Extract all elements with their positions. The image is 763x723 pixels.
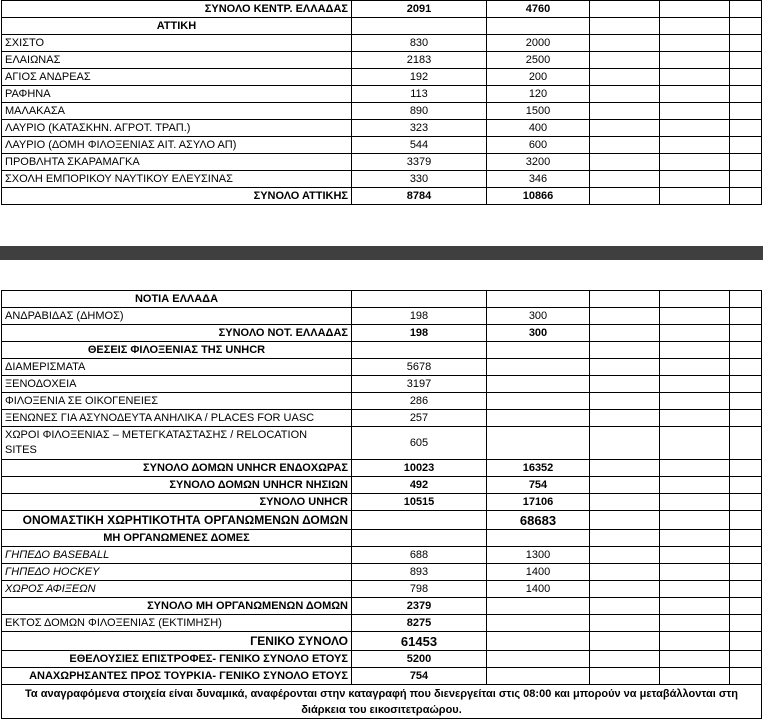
table-row — [2, 69, 762, 86]
row-label: ΞΕΝΟΔΟΧΕΙΑ — [2, 376, 352, 393]
table-row — [2, 393, 762, 410]
row-value: 2183 — [352, 52, 487, 69]
empty-cell — [730, 427, 762, 460]
table-row — [2, 103, 762, 120]
empty-cell — [590, 632, 660, 651]
empty-cell — [730, 494, 762, 511]
table-row — [2, 598, 762, 615]
empty-cell — [730, 477, 762, 494]
table-row — [2, 460, 762, 477]
row-capacity: 2500 — [487, 52, 590, 69]
empty-cell — [590, 564, 660, 581]
row-value: 330 — [352, 171, 487, 188]
row-label: ΧΩΡΟΣ ΑΦΙΞΕΩΝ — [2, 581, 352, 598]
row-capacity: 1400 — [487, 564, 590, 581]
row-value: 3197 — [352, 376, 487, 393]
row-value: 192 — [352, 69, 487, 86]
total-label: ΑΝΑΧΩΡΗΣΑΝΤΕΣ ΠΡΟΣ ΤΟΥΡΚΙΑ- ΓΕΝΙΚΟ ΣΥΝΟΛΟ ΕΤΟΥΣ — [2, 668, 352, 685]
section-header: ΑΤΤΙΚΗ — [2, 18, 352, 35]
total-label: ΕΘΕΛΟΥΣΙΕΣ ΕΠΙΣΤΡΟΦΕΣ- ΓΕΝΙΚΟ ΣΥΝΟΛΟ ΕΤΟΥΣ — [2, 651, 352, 668]
empty-cell — [590, 103, 660, 120]
row-value — [352, 18, 487, 35]
empty-cell — [590, 69, 660, 86]
empty-cell — [730, 291, 762, 308]
empty-cell — [660, 1, 730, 18]
empty-cell — [487, 359, 590, 376]
empty-cell — [590, 477, 660, 494]
total-value: 492 — [352, 477, 487, 494]
empty-cell — [730, 154, 762, 171]
row-capacity: 346 — [487, 171, 590, 188]
empty-cell — [590, 120, 660, 137]
total-label: ΣΥΝΟΛΟ ΑΤΤΙΚΗΣ — [2, 188, 352, 205]
empty-cell — [352, 291, 487, 308]
empty-cell — [730, 120, 762, 137]
relocation-line2: SITES — [5, 444, 37, 456]
empty-cell — [590, 52, 660, 69]
empty-cell — [730, 188, 762, 205]
empty-cell — [730, 376, 762, 393]
row-capacity: 3200 — [487, 154, 590, 171]
empty-cell — [590, 35, 660, 52]
table-row — [2, 86, 762, 103]
empty-cell — [660, 120, 730, 137]
total-label: ΣΥΝΟΛΟ ΚΕΝΤΡ. ΕΛΛΑΔΑΣ — [2, 1, 352, 18]
empty-cell — [487, 632, 590, 651]
empty-cell — [660, 564, 730, 581]
table-row — [2, 137, 762, 154]
section-divider-bar — [0, 246, 763, 260]
empty-cell — [590, 308, 660, 325]
total-value: 10515 — [352, 494, 487, 511]
bottom-table — [1, 290, 762, 719]
table-row — [2, 342, 762, 359]
empty-cell — [660, 393, 730, 410]
empty-cell — [730, 342, 762, 359]
table-row — [2, 547, 762, 564]
row-capacity: 1300 — [487, 547, 590, 564]
table-row — [2, 581, 762, 598]
empty-cell — [730, 35, 762, 52]
row-label: ΜΑΛΑΚΑΣΑ — [2, 103, 352, 120]
empty-cell — [590, 511, 660, 530]
top-table-body — [2, 1, 762, 205]
row-capacity: 400 — [487, 120, 590, 137]
row-label: ΛΑΥΡΙΟ (ΔΟΜΗ ΦΙΛΟΞΕΝΙΑΣ ΑΙΤ. ΑΣΥΛΟ ΑΠ) — [2, 137, 352, 154]
row-value: 605 — [352, 427, 487, 460]
empty-cell — [590, 171, 660, 188]
empty-cell — [730, 632, 762, 651]
section-header-south: ΝΟΤΙΑ ΕΛΛΑΔΑ — [2, 291, 352, 308]
total-value: 198 — [352, 325, 487, 342]
row-label: ΔΙΑΜΕΡΙΣΜΑΤΑ — [2, 359, 352, 376]
empty-cell — [590, 530, 660, 547]
table-row — [2, 359, 762, 376]
row-label: ΠΡΟΒΛΗΤΑ ΣΚΑΡΑΜΑΓΚΑ — [2, 154, 352, 171]
empty-cell — [590, 651, 660, 668]
table-row — [2, 530, 762, 547]
total-capacity: 754 — [487, 477, 590, 494]
table-row — [2, 668, 762, 685]
total-label: ΣΥΝΟΛΟ ΔΟΜΩΝ UNHCR ΝΗΣΙΩΝ — [2, 477, 352, 494]
row-label: ΣΧΟΛΗ ΕΜΠΟΡΙΚΟΥ ΝΑΥΤΙΚΟΥ ΕΛΕΥΣΙΝΑΣ — [2, 171, 352, 188]
empty-cell — [590, 86, 660, 103]
table-row — [2, 376, 762, 393]
empty-cell — [590, 137, 660, 154]
table-row — [2, 564, 762, 581]
empty-cell — [590, 598, 660, 615]
empty-cell — [487, 598, 590, 615]
empty-cell — [660, 154, 730, 171]
empty-cell — [730, 615, 762, 632]
row-value: 890 — [352, 103, 487, 120]
section-header-unorganized: ΜΗ ΟΡΓΑΝΩΜΕΝΕΣ ΔΟΜΕΣ — [2, 530, 352, 547]
row-value: 5678 — [352, 359, 487, 376]
row-value: 893 — [352, 564, 487, 581]
table-row — [2, 511, 762, 530]
empty-cell — [730, 359, 762, 376]
empty-cell — [730, 651, 762, 668]
empty-cell — [730, 18, 762, 35]
empty-cell — [730, 668, 762, 685]
empty-cell — [590, 410, 660, 427]
empty-cell — [590, 342, 660, 359]
empty-cell — [660, 18, 730, 35]
table-row — [2, 325, 762, 342]
row-capacity: 2000 — [487, 35, 590, 52]
row-value: 8784 — [352, 188, 487, 205]
table-row — [2, 410, 762, 427]
empty-cell — [590, 494, 660, 511]
empty-cell — [730, 69, 762, 86]
grand-total-value: 61453 — [352, 632, 487, 651]
empty-cell — [660, 460, 730, 477]
table-row — [2, 171, 762, 188]
table-row — [2, 427, 762, 460]
table-row — [2, 154, 762, 171]
capacity-label: ΟΝΟΜΑΣΤΙΚΗ ΧΩΡΗΤΙΚΟΤΗΤΑ ΟΡΓΑΝΩΜΕΝΩΝ ΔΟΜΩΝ — [2, 511, 352, 530]
table-row — [2, 18, 762, 35]
empty-cell — [660, 52, 730, 69]
empty-cell — [660, 103, 730, 120]
table-row — [2, 632, 762, 651]
empty-cell — [590, 615, 660, 632]
empty-cell — [730, 393, 762, 410]
row-label: ΦΙΛΟΞΕΝΙΑ ΣΕ ΟΙΚΟΓΕΝΕΙΕΣ — [2, 393, 352, 410]
empty-cell — [660, 376, 730, 393]
table-row — [2, 685, 762, 719]
empty-cell — [730, 325, 762, 342]
empty-cell — [590, 547, 660, 564]
row-label: ΛΑΥΡΙΟ (ΚΑΤΑΣΚΗΝ. ΑΓΡΟΤ. ΤΡΑΠ.) — [2, 120, 352, 137]
empty-cell — [660, 86, 730, 103]
empty-cell — [487, 410, 590, 427]
row-value: 798 — [352, 581, 487, 598]
empty-cell — [590, 581, 660, 598]
table-row — [2, 651, 762, 668]
top-table — [1, 0, 762, 205]
empty-cell — [590, 291, 660, 308]
table-row — [2, 52, 762, 69]
empty-cell — [660, 137, 730, 154]
empty-cell — [487, 376, 590, 393]
row-value: 3379 — [352, 154, 487, 171]
empty-cell — [660, 494, 730, 511]
empty-cell — [487, 393, 590, 410]
table-row — [2, 291, 762, 308]
empty-cell — [487, 615, 590, 632]
total-value: 2379 — [352, 598, 487, 615]
row-capacity: 300 — [487, 308, 590, 325]
table-row — [2, 494, 762, 511]
row-label: ΕΛΑΙΩΝΑΣ — [2, 52, 352, 69]
empty-cell — [660, 547, 730, 564]
row-capacity: 10866 — [487, 188, 590, 205]
row-value: 688 — [352, 547, 487, 564]
empty-cell — [487, 427, 590, 460]
relocation-line1: ΧΩΡΟΙ ΦΙΛΟΞΕΝΙΑΣ – ΜΕΤΕΓΚΑΤΑΣΤΑΣΗΣ / RELOCATION — [5, 429, 308, 441]
empty-cell — [590, 359, 660, 376]
empty-cell — [730, 581, 762, 598]
total-value: 5200 — [352, 651, 487, 668]
empty-cell — [590, 154, 660, 171]
total-value: 754 — [352, 668, 487, 685]
row-capacity: 600 — [487, 137, 590, 154]
row-value: 8275 — [352, 615, 487, 632]
row-capacity: 120 — [487, 86, 590, 103]
row-capacity: 4760 — [487, 1, 590, 18]
capacity-value: 68683 — [487, 511, 590, 530]
empty-cell — [660, 308, 730, 325]
row-capacity: 200 — [487, 69, 590, 86]
table-row — [2, 188, 762, 205]
row-value: 286 — [352, 393, 487, 410]
row-label: ΣΧΙΣΤΟ — [2, 35, 352, 52]
empty-cell — [487, 291, 590, 308]
empty-cell — [730, 511, 762, 530]
row-value: 113 — [352, 86, 487, 103]
empty-cell — [660, 325, 730, 342]
empty-cell — [730, 1, 762, 18]
empty-cell — [730, 530, 762, 547]
bottom-table-body — [2, 291, 762, 719]
empty-cell — [590, 427, 660, 460]
empty-cell — [730, 460, 762, 477]
empty-cell — [660, 511, 730, 530]
empty-cell — [660, 188, 730, 205]
row-value: 257 — [352, 410, 487, 427]
table-row — [2, 120, 762, 137]
table-row — [2, 477, 762, 494]
empty-cell — [590, 325, 660, 342]
empty-cell — [660, 615, 730, 632]
empty-cell — [660, 427, 730, 460]
empty-cell — [590, 393, 660, 410]
empty-cell — [352, 511, 487, 530]
empty-cell — [660, 359, 730, 376]
row-capacity — [487, 18, 590, 35]
row-value: 2091 — [352, 1, 487, 18]
total-capacity: 300 — [487, 325, 590, 342]
section-header-unhcr: ΘΕΣΕΙΣ ΦΙΛΟΞΕΝΙΑΣ ΤΗΣ UNHCR — [2, 342, 352, 359]
empty-cell — [487, 651, 590, 668]
row-value: 198 — [352, 308, 487, 325]
grand-total-label: ΓΕΝΙΚΟ ΣΥΝΟΛΟ — [2, 632, 352, 651]
row-label: ΓΗΠΕΔΟ HOCKEY — [2, 564, 352, 581]
empty-cell — [352, 342, 487, 359]
empty-cell — [590, 376, 660, 393]
empty-cell — [730, 52, 762, 69]
empty-cell — [730, 410, 762, 427]
empty-cell — [660, 291, 730, 308]
empty-cell — [730, 137, 762, 154]
empty-cell — [660, 342, 730, 359]
table-row — [2, 308, 762, 325]
empty-cell — [660, 35, 730, 52]
empty-cell — [660, 581, 730, 598]
total-label: ΣΥΝΟΛΟ ΔΟΜΩΝ UNHCR ΕΝΔΟΧΩΡΑΣ — [2, 460, 352, 477]
empty-cell — [660, 69, 730, 86]
empty-cell — [590, 668, 660, 685]
empty-cell — [590, 460, 660, 477]
empty-cell — [660, 410, 730, 427]
total-label: ΣΥΝΟΛΟ ΜΗ ΟΡΓΑΝΩΜΕΝΩΝ ΔΟΜΩΝ — [2, 598, 352, 615]
row-capacity: 1400 — [487, 581, 590, 598]
empty-cell — [730, 308, 762, 325]
empty-cell — [730, 547, 762, 564]
empty-cell — [730, 564, 762, 581]
empty-cell — [660, 598, 730, 615]
table-row — [2, 35, 762, 52]
total-capacity: 16352 — [487, 460, 590, 477]
empty-cell — [660, 668, 730, 685]
table-row — [2, 615, 762, 632]
total-label: ΣΥΝΟΛΟ ΝΟΤ. ΕΛΛΑΔΑΣ — [2, 325, 352, 342]
empty-cell — [660, 530, 730, 547]
empty-cell — [660, 632, 730, 651]
empty-cell — [730, 86, 762, 103]
empty-cell — [487, 530, 590, 547]
row-label: ΕΚΤΟΣ ΔΟΜΩΝ ΦΙΛΟΞΕΝΙΑΣ (ΕΚΤΙΜΗΣΗ) — [2, 615, 352, 632]
footnote: Τα αναγραφόμενα στοιχεία είναι δυναμικά, αναφέρονται στην καταγραφή που διενεργείται στις 08:00 και μπορούν να μεταβάλλονται στη διάρκεια του εικοσιτετραώρου. — [2, 685, 762, 719]
total-label: ΣΥΝΟΛΟ UNHCR — [2, 494, 352, 511]
total-value: 10023 — [352, 460, 487, 477]
row-label: ΑΝΔΡΑΒΙΔΑΣ (ΔΗΜΟΣ) — [2, 308, 352, 325]
row-capacity: 1500 — [487, 103, 590, 120]
empty-cell — [487, 668, 590, 685]
empty-cell — [730, 598, 762, 615]
empty-cell — [730, 103, 762, 120]
row-label-relocation — [2, 427, 352, 460]
empty-cell — [352, 530, 487, 547]
empty-cell — [590, 18, 660, 35]
total-capacity: 17106 — [487, 494, 590, 511]
table-row — [2, 1, 762, 18]
empty-cell — [730, 171, 762, 188]
empty-cell — [660, 651, 730, 668]
row-label: ΑΓΙΟΣ ΑΝΔΡΕΑΣ — [2, 69, 352, 86]
row-value: 830 — [352, 35, 487, 52]
empty-cell — [660, 171, 730, 188]
row-value: 323 — [352, 120, 487, 137]
empty-cell — [487, 342, 590, 359]
row-label: ΡΑΦΗΝΑ — [2, 86, 352, 103]
empty-cell — [590, 188, 660, 205]
row-value: 544 — [352, 137, 487, 154]
row-label: ΓΗΠΕΔΟ BASEBALL — [2, 547, 352, 564]
row-label: ΞΕΝΩΝΕΣ ΓΙΑ ΑΣΥΝΟΔΕΥΤΑ ΑΝΗΛΙΚΑ / PLACES FOR UASC — [2, 410, 352, 427]
empty-cell — [660, 477, 730, 494]
empty-cell — [590, 1, 660, 18]
